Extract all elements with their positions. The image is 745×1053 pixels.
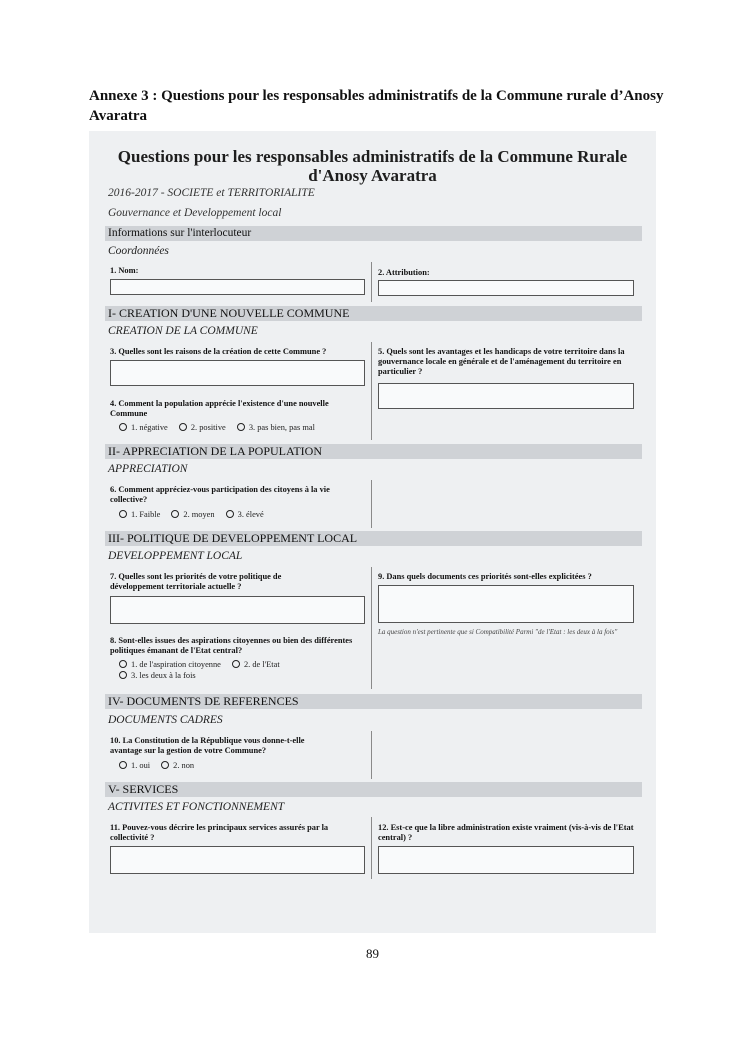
radio-icon[interactable] (119, 510, 127, 518)
annex-title: Annexe 3 : Questions pour les responsables administratifs de la Commune rurale d’Anosy Avaratra (89, 88, 664, 124)
option-radio[interactable] (232, 659, 280, 670)
radio-icon[interactable] (119, 671, 127, 679)
radio-icon[interactable] (119, 423, 127, 431)
subsection-coordonnees: Coordonnées (108, 245, 169, 257)
column-divider (371, 262, 372, 302)
section-appreciation: II- APPRECIATION DE LA POPULATION (105, 444, 642, 459)
option-label: 1. négative (131, 423, 168, 432)
option-radio[interactable] (119, 422, 168, 433)
answer-box-1[interactable] (110, 279, 365, 295)
option-label: 2. positive (190, 423, 226, 432)
form-meta-theme: Gouvernance et Developpement local (108, 207, 282, 219)
question-11: 11. Pouvez-vous décrire les principaux services assurés par la collectivité ? (110, 823, 329, 842)
option-label: 1. de l'aspiration citoyenne (131, 660, 221, 669)
question-10-options (119, 760, 203, 771)
question-7: 7. Quelles sont les priorités de votre politique de développement territoriale actuelle ? (110, 572, 282, 591)
option-radio[interactable] (119, 509, 160, 520)
answer-box-11[interactable] (110, 846, 365, 874)
question-8: 8. Sont-elles issues des aspirations citoyennes ou bien des différentes politiques émanant de l'Etat central? (110, 636, 353, 655)
option-radio[interactable] (161, 760, 194, 771)
subsection-documents-cadres: DOCUMENTS CADRES (108, 714, 223, 726)
option-label: 1. Faible (131, 510, 161, 519)
option-radio[interactable] (119, 670, 196, 681)
radio-icon[interactable] (119, 761, 127, 769)
question-9: 9. Dans quels documents ces priorités sont-elles explicitées ? (378, 572, 592, 581)
question-6: 6. Comment appréciez-vous participation des citoyens à la vie collective? (110, 485, 330, 504)
question-3: 3. Quelles sont les raisons de la création de cette Commune ? (110, 347, 327, 356)
option-radio[interactable] (119, 760, 150, 771)
column-divider (371, 731, 372, 779)
question-10: 10. La Constitution de la République vous donne-t-elle avantage sur la gestion de votre Commune? (110, 736, 305, 755)
column-divider (371, 817, 372, 879)
question-2: 2. Attribution: (378, 268, 430, 277)
answer-box-12[interactable] (378, 846, 634, 874)
section-interlocuteur: Informations sur l'interlocuteur (105, 226, 642, 241)
answer-box-5[interactable] (378, 383, 634, 409)
subsection-activites: ACTIVITES ET FONCTIONNEMENT (108, 801, 285, 813)
question-4-options (119, 422, 324, 433)
option-label: 2. non (173, 761, 195, 770)
section-documents: IV- DOCUMENTS DE REFERENCES (105, 694, 642, 709)
question-6-options (119, 509, 273, 520)
subsection-creation: CREATION DE LA COMMUNE (108, 325, 258, 337)
column-divider (371, 567, 372, 689)
form-meta-year: 2016-2017 - SOCIETE et TERRITORIALITE (108, 187, 315, 199)
option-label: 2. de l'Etat (243, 660, 280, 669)
option-radio[interactable] (119, 659, 221, 670)
option-label: 3. élevé (237, 510, 264, 519)
option-radio[interactable] (179, 422, 226, 433)
question-9-note: La question n'est pertinente que si Compatibilité Parmi "de l'Etat : les deux à la fois" (378, 628, 618, 636)
radio-icon[interactable] (226, 510, 234, 518)
option-label: 3. pas bien, pas mal (248, 423, 315, 432)
option-radio[interactable] (171, 509, 214, 520)
section-politique: III- POLITIQUE DE DEVELOPPEMENT LOCAL (105, 531, 642, 546)
radio-icon[interactable] (119, 660, 127, 668)
column-divider (371, 480, 372, 528)
option-radio[interactable] (226, 509, 264, 520)
question-5: 5. Quels sont les avantages et les handicaps de votre territoire dans la gouvernance locale en générale et de l'aménagement du territoire en particulier ? (378, 347, 625, 376)
answer-box-9[interactable] (378, 585, 634, 623)
question-12: 12. Est-ce que la libre administration existe vraiment (vis-à-vis de l'Etat central) ? (378, 823, 634, 842)
answer-box-2[interactable] (378, 280, 634, 296)
section-creation: I- CREATION D'UNE NOUVELLE COMMUNE (105, 306, 642, 321)
form-title: Questions pour les responsables administratifs de la Commune Rurale d'Anosy Avaratra (117, 147, 628, 185)
question-4: 4. Comment la population apprécie l'existence d'une nouvelle Commune (110, 399, 329, 418)
page-number: 89 (366, 946, 379, 961)
answer-box-7[interactable] (110, 596, 365, 624)
subsection-developpement: DEVELOPPEMENT LOCAL (108, 550, 243, 562)
questionnaire-scan (89, 131, 656, 933)
option-label: 2. moyen (183, 510, 215, 519)
radio-icon[interactable] (179, 423, 187, 431)
option-radio[interactable] (237, 422, 315, 433)
question-8-options (119, 659, 349, 681)
question-1: 1. Nom: (110, 266, 139, 275)
option-label: 1. oui (131, 761, 151, 770)
column-divider (371, 342, 372, 440)
answer-box-3[interactable] (110, 360, 365, 386)
section-services: V- SERVICES (105, 782, 642, 797)
radio-icon[interactable] (171, 510, 179, 518)
option-label: 3. les deux à la fois (131, 671, 196, 680)
radio-icon[interactable] (237, 423, 245, 431)
radio-icon[interactable] (161, 761, 169, 769)
subsection-appreciation: APPRECIATION (108, 463, 188, 475)
radio-icon[interactable] (232, 660, 240, 668)
